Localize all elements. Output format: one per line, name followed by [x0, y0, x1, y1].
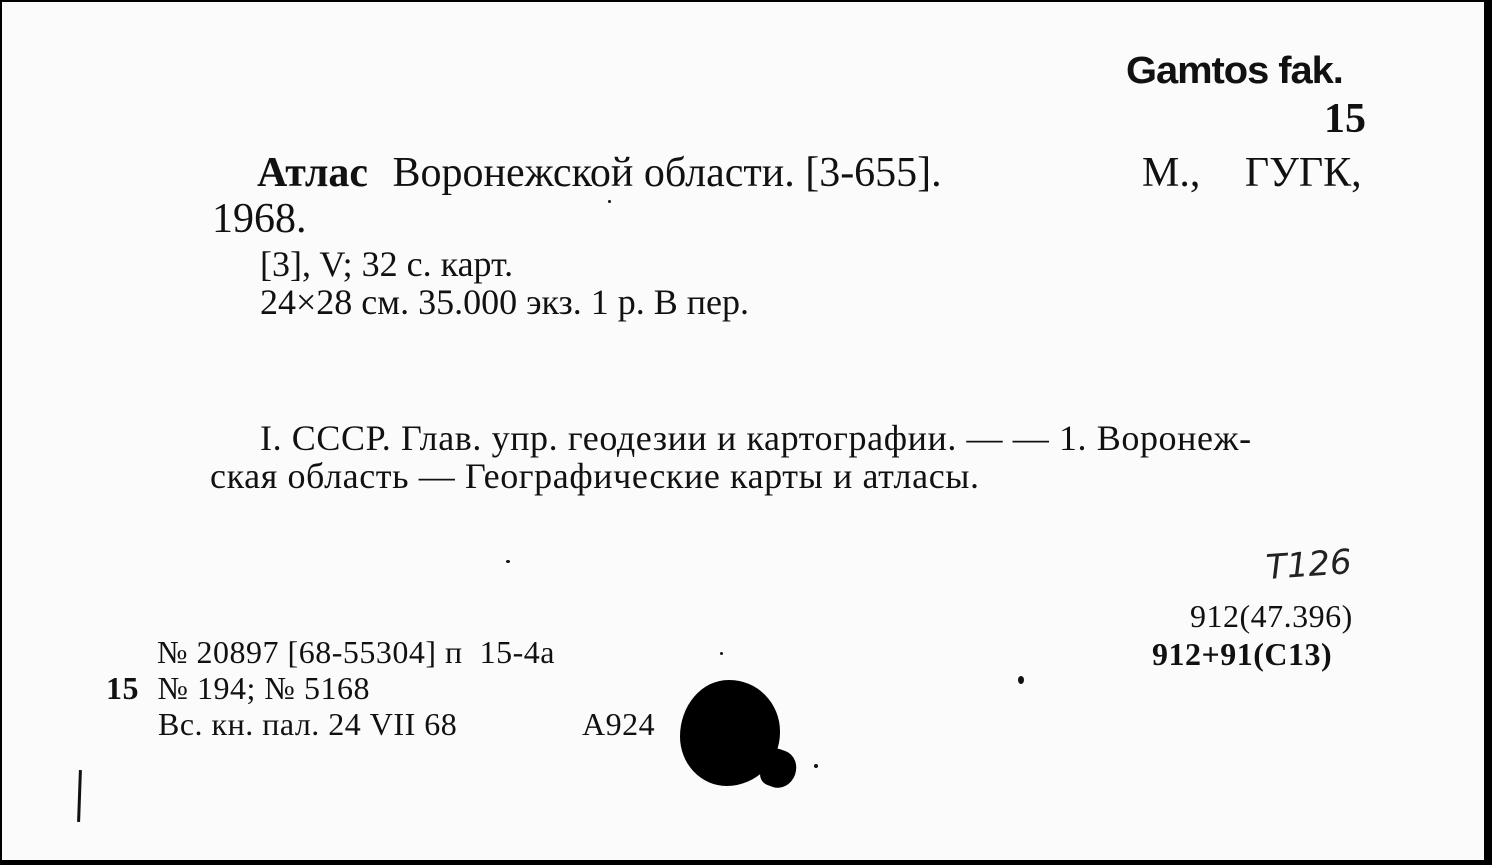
entry-title-bold: Атлас	[257, 150, 369, 196]
library-stamp: Gamtos fak.	[1126, 50, 1343, 92]
ink-speck	[720, 652, 723, 655]
ink-speck	[814, 764, 818, 768]
entry-title-rest: Воронежской области. [3-655].	[392, 150, 942, 196]
ink-speck	[1018, 676, 1024, 684]
record-number-line: № 20897 [68-55304] п 15-4а	[157, 634, 555, 670]
classification-udc1: 912(47.396)	[1190, 598, 1353, 634]
entry-publisher: М., ГУГК,	[1142, 150, 1362, 196]
subjects-line2: ская область — Географические карты и атласы.	[210, 456, 980, 496]
entry-pagination: [3], V; 32 с. карт.	[260, 244, 514, 284]
catalog-card	[2, 2, 1484, 860]
ink-speck	[608, 200, 611, 203]
record-copies-rest: № 194; № 5168	[157, 670, 370, 706]
stamp-number: 15	[1324, 96, 1366, 142]
entry-physical: 24×28 см. 35.000 экз. 1 р. В пер.	[260, 282, 750, 322]
record-copies-line	[106, 672, 370, 704]
pen-mark	[77, 770, 82, 822]
classification-udc2: 912+91(С13)	[1152, 636, 1333, 672]
record-copies-prefix: 15	[106, 670, 139, 706]
ink-speck	[506, 560, 510, 563]
record-registry: Вс. кн. пал. 24 VII 68	[158, 706, 458, 742]
subjects-line1: I. СССР. Глав. упр. геодезии и картографии. — — 1. Воронеж-	[260, 418, 1252, 458]
handwritten-note: Т126	[1264, 542, 1353, 588]
card-scan-edge	[1484, 0, 1492, 865]
entry-title-line	[257, 152, 942, 194]
record-code: А924	[582, 706, 656, 742]
entry-year: 1968.	[212, 196, 307, 242]
